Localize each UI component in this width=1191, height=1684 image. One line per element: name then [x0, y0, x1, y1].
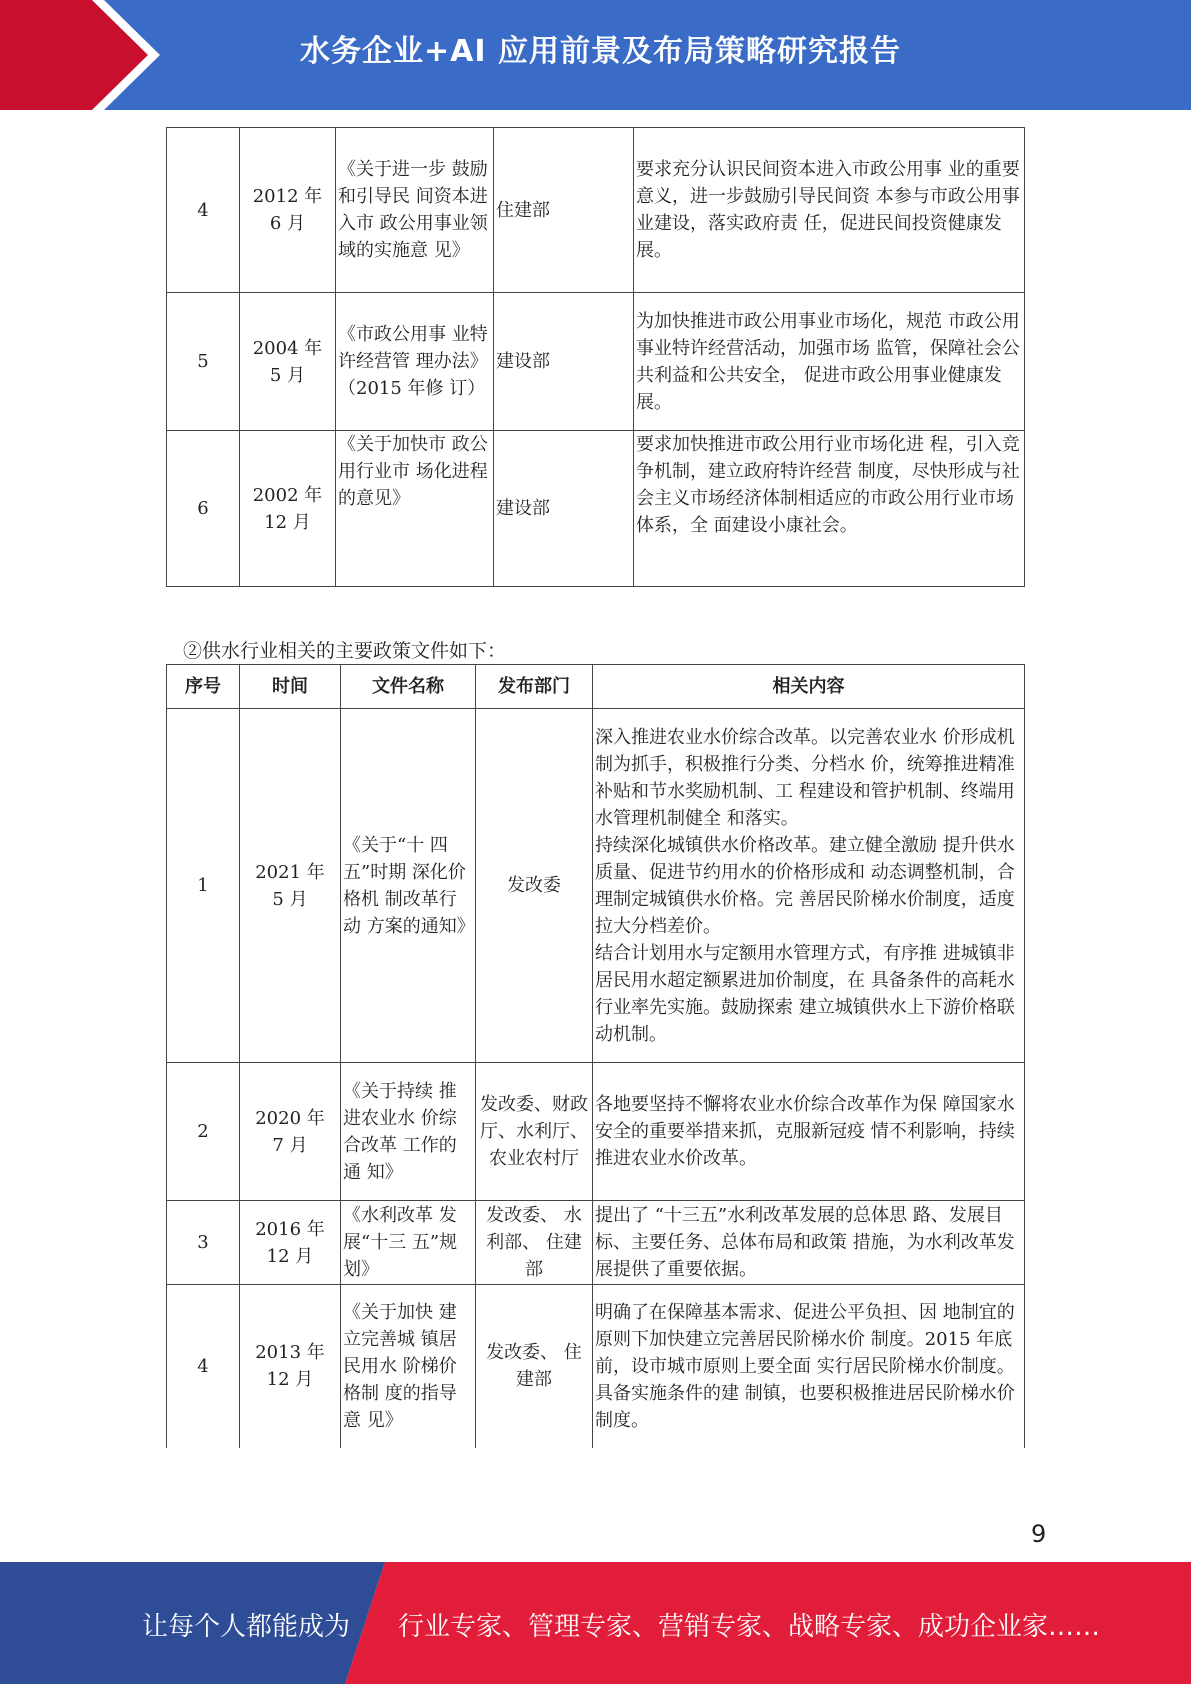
row-department: 住建部 — [494, 128, 634, 293]
row-content: 为加快推进市政公用事业市场化，规范 市政公用事业特许经营活动，加强市场 监管，保障社会公共利益和公共安全， 促进市政公用事业健康发展。 — [634, 293, 1025, 431]
table-row — [167, 709, 1025, 1063]
header-date: 时间 — [240, 665, 341, 709]
row-document: 《市政公用事 业特许经营管 理办法》 （2015 年修 订） — [336, 293, 494, 431]
row-document: 《水利改革 发展“十三 五”规划》 — [341, 1201, 476, 1285]
row-date: 2020 年 7 月 — [240, 1063, 341, 1201]
row-department: 建设部 — [494, 293, 634, 431]
table-row — [167, 1063, 1025, 1201]
policy-table-water-supply — [166, 664, 1025, 1448]
header-department: 发布部门 — [476, 665, 593, 709]
row-document: 《关于加快 建立完善城 镇居民用水 阶梯价格制 度的指导意 见》 — [341, 1285, 476, 1448]
report-title: 水务企业+AI 应用前景及布局策略研究报告 — [300, 34, 901, 69]
row-department: 建设部 — [494, 431, 634, 587]
page-header — [0, 0, 1191, 110]
row-content: 要求充分认识民间资本进入市政公用事 业的重要意义，进一步鼓励引导民间资 本参与市政公用事业建设，落实政府责 任，促进民间投资健康发展。 — [634, 128, 1025, 293]
header-content: 相关内容 — [593, 665, 1025, 709]
row-content: 提出了 “十三五”水利改革发展的总体思 路、发展目标、主要任务、总体布局和政策 措施，为水利改革发展提供了重要依据。 — [593, 1201, 1025, 1285]
row-date: 2013 年 12 月 — [240, 1285, 341, 1448]
row-document: 《关于“十 四五”时期 深化价格机 制改革行动 方案的通知》 — [341, 709, 476, 1063]
row-document: 《关于加快市 政公用行业市 场化进程的意见》 — [336, 431, 494, 587]
row-content: 明确了在保障基本需求、促进公平负担、因 地制宜的原则下加快建立完善居民阶梯水价 制度。2015 年底前，设市城市原则上要全面 实行居民阶梯水价制度。具备实施条件的建 制镇，也要积极推进居民阶梯水价制度。 — [593, 1285, 1025, 1448]
row-date: 2021 年 5 月 — [240, 709, 341, 1063]
content-paragraph: 结合计划用水与定额用水管理方式，有序推 进城镇非居民用水超定额累进加价制度，在 具备条件的高耗水行业率先实施。鼓励探索 建立城镇供水上下游价格联动机制。 — [595, 942, 1015, 1045]
row-number: 5 — [167, 293, 240, 431]
header-document: 文件名称 — [341, 665, 476, 709]
header-number: 序号 — [167, 665, 240, 709]
row-document: 《关于持续 推进农业水 价综合改革 工作的通 知》 — [341, 1063, 476, 1201]
row-department: 发改委、财政厅、水利厅、农业农村厅 — [476, 1063, 593, 1201]
table-row — [167, 1201, 1025, 1285]
row-content — [593, 709, 1025, 1063]
table-row — [167, 431, 1025, 587]
table-row — [167, 293, 1025, 431]
row-content: 要求加快推进市政公用行业市场化进 程，引入竞争机制，建立政府特许经营 制度，尽快形成与社会主义市场经济体制相适应的市政公用行业市场体系，全 面建设小康社会。 — [634, 431, 1025, 587]
row-date: 2016 年 12 月 — [240, 1201, 341, 1285]
row-date: 2004 年 5 月 — [240, 293, 336, 431]
footer-slogan-left: 让每个人都能成为 — [142, 1612, 351, 1642]
row-content: 各地要坚持不懈将农业水价综合改革作为保 障国家水安全的重要举措来抓，克服新冠疫 情不利影响，持续推进农业水价改革。 — [593, 1063, 1025, 1201]
row-number: 2 — [167, 1063, 240, 1201]
row-date: 2002 年 12 月 — [240, 431, 336, 587]
section-caption: ②供水行业相关的主要政策文件如下： — [183, 640, 507, 662]
row-number: 4 — [167, 128, 240, 293]
table-row — [167, 128, 1025, 293]
footer-slogan-right: 行业专家、管理专家、营销专家、战略专家、成功企业家…… — [398, 1612, 1101, 1642]
content-paragraph: 深入推进农业水价综合改革。以完善农业水 价形成机制为抓手，积极推行分类、分档水 价，统筹推进精准补贴和节水奖励机制、工 程建设和管护机制、终端用水管理机制健全 和落实。 — [595, 726, 1015, 829]
row-date: 2012 年 6 月 — [240, 128, 336, 293]
row-number: 3 — [167, 1201, 240, 1285]
row-department: 发改委、 住建部 — [476, 1285, 593, 1448]
policy-table-municipal — [166, 127, 1025, 587]
row-number: 6 — [167, 431, 240, 587]
table-row — [167, 1285, 1025, 1448]
row-department: 发改委 — [476, 709, 593, 1063]
table-header-row — [167, 665, 1025, 709]
row-number: 1 — [167, 709, 240, 1063]
page-footer — [0, 1562, 1191, 1684]
row-number: 4 — [167, 1285, 240, 1448]
row-department: 发改委、 水利部、 住建部 — [476, 1201, 593, 1285]
content-paragraph: 持续深化城镇供水价格改革。建立健全激励 提升供水质量、促进节约用水的价格形成和 动态调整机制，合理制定城镇供水价格。完 善居民阶梯水价制度，适度拉大分档差价。 — [595, 834, 1015, 937]
page-number: 9 — [1031, 1520, 1047, 1548]
row-document: 《关于进一步 鼓励和引导民 间资本进入市 政公用事业领 域的实施意 见》 — [336, 128, 494, 293]
